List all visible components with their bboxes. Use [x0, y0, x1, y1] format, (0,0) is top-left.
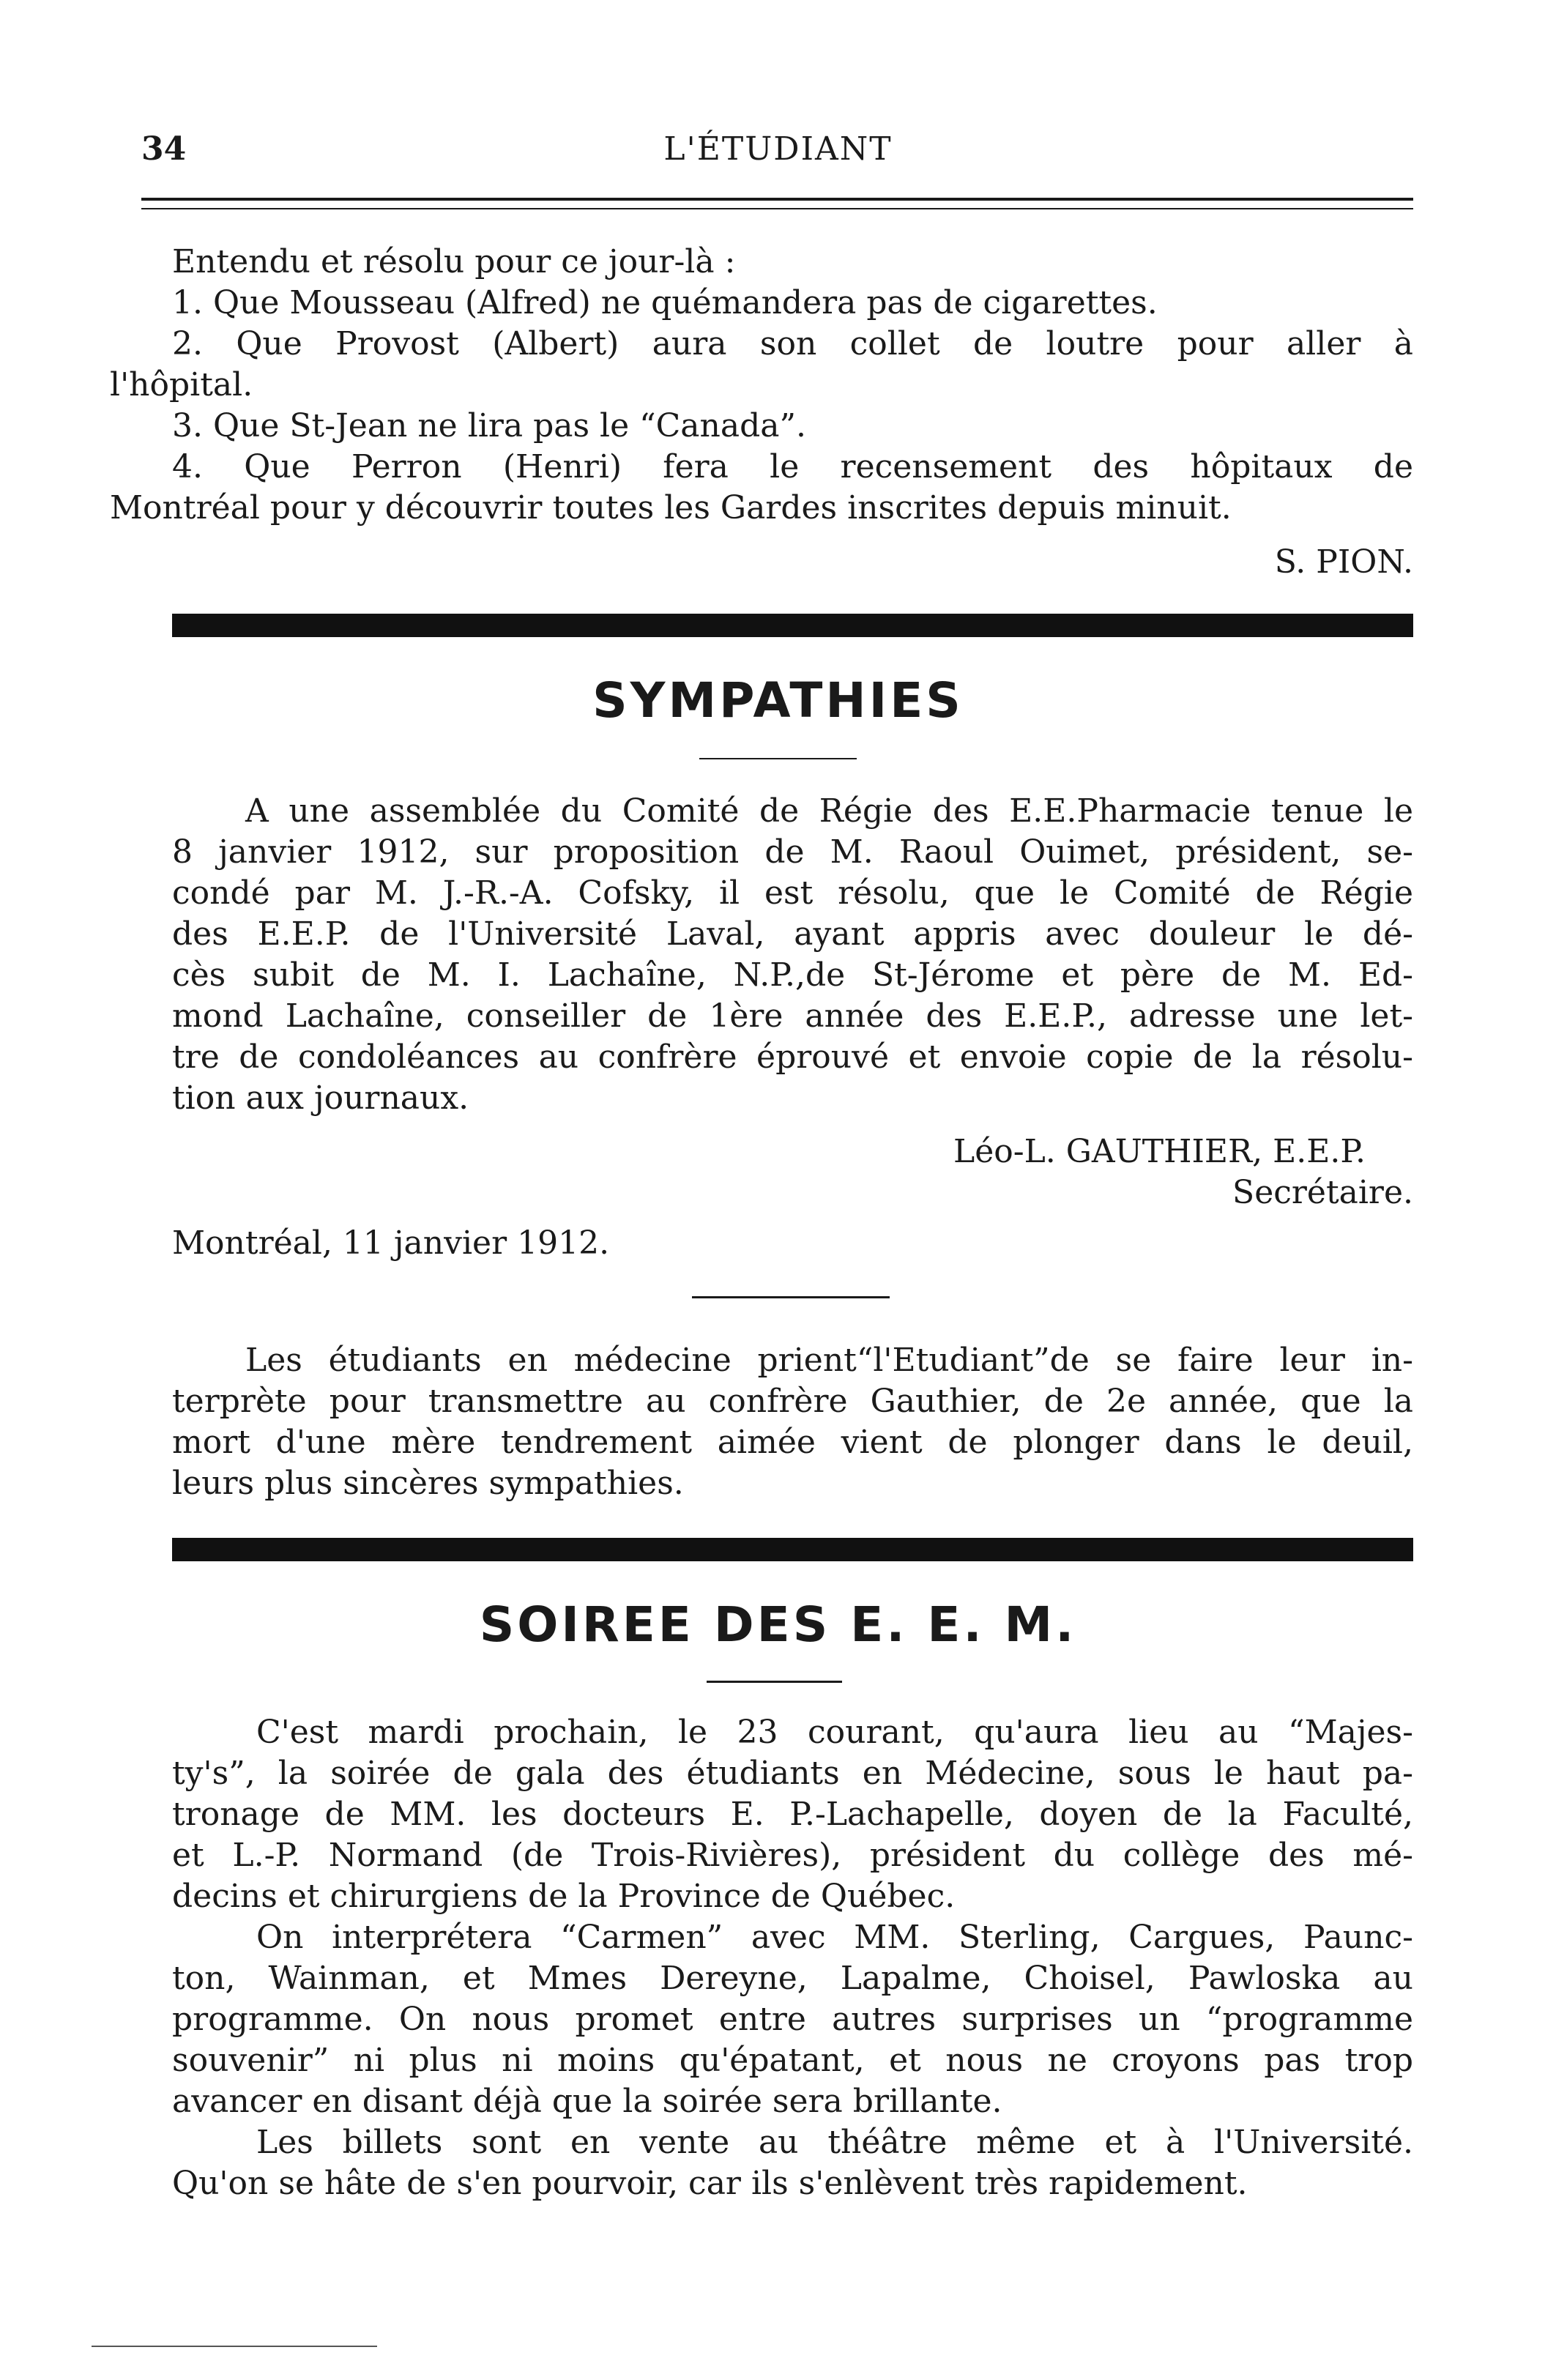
text-line: leurs plus sincères sympathies. [172, 1465, 684, 1502]
text-line: Qu'on se hâte de s'en pourvoir, car ils s'enlèvent très rapidement. [172, 2165, 1248, 2202]
resolution-signature: S. PION. [1274, 543, 1413, 581]
text-line: condé par M. J.-R.-A. Cofsky, il est résolu, que le Comité de Régie [172, 874, 1413, 912]
text-line: et L.-P. Normand (de Trois-Rivières), président du collège des mé- [172, 1837, 1413, 1874]
text-line: ton, Wainman, et Mmes Dereyne, Lapalme, Choisel, Pawloska au [172, 1960, 1413, 1997]
resolution-item-4: 4. Que Perron (Henri) fera le recensement des hôpitaux de [172, 448, 1413, 486]
separator-rule [692, 1296, 890, 1298]
resolution-intro: Entendu et résolu pour ce jour-là : [172, 243, 736, 280]
soiree-paragraph-2 [256, 1917, 1413, 1958]
text-line: tion aux journaux. [172, 1079, 469, 1117]
text-line: programme. On nous promet entre autres surprises un “programme [172, 2001, 1413, 2038]
text-line: 8 janvier 1912, sur proposition de M. Raoul Ouimet, président, se- [172, 833, 1413, 871]
text-line: tre de condoléances au confrère éprouvé et envoie copie de la résolu- [172, 1038, 1413, 1076]
resolution-item-2: 2. Que Provost (Albert) aura son collet de loutre pour aller à [172, 325, 1413, 362]
text-line: avancer en disant déjà que la soirée sera brillante. [172, 2083, 1002, 2120]
soiree-paragraph-3 [256, 2122, 1413, 2163]
resolution-block [110, 242, 1413, 529]
text-line: des E.E.P. de l'Université Laval, ayant appris avec douleur le dé- [172, 915, 1413, 953]
sympathies-date: Montréal, 11 janvier 1912. [172, 1224, 610, 1262]
sympathies-title: SYMPATHIES [592, 672, 964, 729]
soiree-paragraph-2-body [172, 1958, 1413, 2122]
text-line: On interprétera “Carmen” avec MM. Sterling, Cargues, Paunc- [256, 1919, 1413, 1956]
soiree-paragraph-1-body [172, 1753, 1413, 1917]
soiree-paragraph-1 [256, 1712, 1413, 1753]
text-line: tronage de MM. les docteurs E. P.-Lachapelle, doyen de la Faculté, [172, 1796, 1413, 1833]
resolution-item-2-cont: l'hôpital. [110, 366, 253, 404]
section-divider-2 [172, 1538, 1413, 1561]
title-underline-1 [699, 758, 857, 759]
text-line: ty's”, la soirée de gala des étudiants en Médecine, sous le haut pa- [172, 1755, 1413, 1792]
text-line: decins et chirurgiens de la Province de Québec. [172, 1878, 956, 1915]
footer-rule [92, 2346, 377, 2347]
text-line: mond Lachaîne, conseiller de 1ère année des E.E.P., adresse une let- [172, 997, 1413, 1035]
text-line: mort d'une mère tendrement aimée vient de plonger dans le deuil, [172, 1424, 1413, 1461]
text-line: A une assemblée du Comité de Régie des E.E.Pharmacie tenue le [245, 792, 1413, 830]
header-rule [141, 198, 1413, 201]
resolution-item-4-cont: Montréal pour y découvrir toutes les Gardes inscrites depuis minuit. [110, 489, 1232, 527]
section-divider-1 [172, 614, 1413, 637]
page-number: 34 [141, 130, 187, 168]
text-line: terprète pour transmettre au confrère Gauthier, de 2e année, que la [172, 1383, 1413, 1420]
signature-role: Secrétaire. [1232, 1174, 1413, 1211]
text-line: souvenir” ni plus ni moins qu'épatant, et nous ne croyons pas trop [172, 2042, 1413, 2079]
soiree-paragraph-3-body [172, 2163, 1413, 2204]
text-line: cès subit de M. I. Lachaîne, N.P.,de St-Jérome et père de M. Ed- [172, 956, 1413, 994]
resolution-item-3: 3. Que St-Jean ne lira pas le “Canada”. [172, 407, 806, 445]
header-rule-thin [141, 208, 1413, 209]
text-line: Les étudiants en médecine prient“l'Etudiant”de se faire leur in- [245, 1342, 1413, 1379]
title-underline-2 [707, 1681, 842, 1683]
sympathies-paragraph-2 [245, 1340, 1413, 1381]
sympathies-signature [172, 1131, 1413, 1213]
sympathies-paragraph-1 [245, 791, 1413, 832]
sympathies-paragraph-2-body [172, 1381, 1413, 1504]
running-title: L'ÉTUDIANT [663, 130, 893, 168]
sympathies-paragraph-1-body [172, 832, 1413, 1119]
soiree-title: SOIREE DES E. E. M. [479, 1596, 1077, 1653]
signature-name: Léo-L. GAUTHIER, E.E.P. [953, 1133, 1366, 1170]
text-line: C'est mardi prochain, le 23 courant, qu'aura lieu au “Majes- [256, 1714, 1413, 1751]
resolution-item-1: 1. Que Mousseau (Alfred) ne quémandera pas de cigarettes. [172, 284, 1158, 321]
text-line: Les billets sont en vente au théâtre même et à l'Université. [256, 2124, 1413, 2161]
